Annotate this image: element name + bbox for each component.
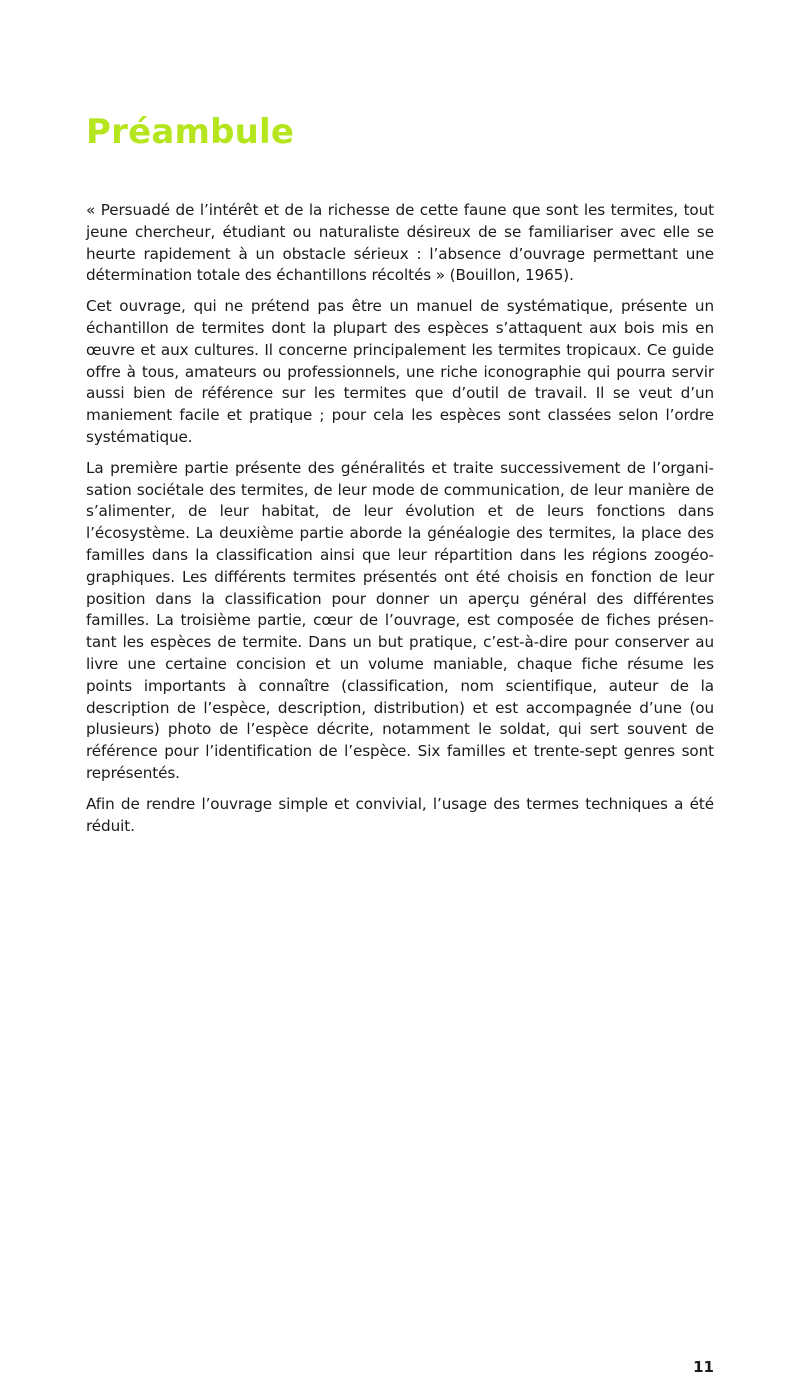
page-number: 11 (693, 1358, 714, 1376)
paragraph-conclusion: Afin de rendre l’ouvrage simple et convivial, l’usage des termes techniques a été réduit. (86, 794, 714, 835)
paragraph-intro: Cet ouvrage, qui ne prétend pas être un manuel de systématique, présente un échantillon de termites dont la plupart des espèces s’attaquent aux bois mis en œuvre et aux cultures. Il concerne principalement les termites tropicaux. Ce guide offre à tous, amateurs ou professionnels, une riche iconographie qui pourra servir aussi bien de référence sur les termites que d’outil de travail. Il se veut d’un maniement facile et pratique ; pour cela les espèces sont classées selon l’ordre systématique. (86, 297, 714, 446)
body-text (86, 200, 714, 846)
paragraph-structure: La première partie présente des généralités et traite successivement de l’organisation sociétale des termites, de leur mode de communication, de leur manière de s’alimenter, de leur habitat, de leur évolution et de leurs fonctions dans l’écosystème. La deuxième partie aborde la généalogie des termites, la place des familles dans la classification ainsi que leur répartition dans les régions zoogéographiques. Les différents termites présentés ont été choisis en fonction de leur position dans la classification pour donner un aperçu général des différentes familles. La troisième partie, cœur de l’ouvrage, est composée de fiches présentant les espèces de termite. Dans un but pratique, c’est-à-dire pour conserver au livre une certaine concision et un volume maniable, chaque fiche résume les points importants à connaître (classification, nom scientifique, auteur de la description de l’espèce, description, distribution) et est accompagnée d’une (ou plusieurs) photo de l’espèce décrite, notamment le soldat, qui sert souvent de référence pour l’identification de l’espèce. Six familles et trente-sept genres sont représentés. (86, 458, 714, 782)
page-title: Préambule (86, 112, 295, 152)
paragraph-quote: « Persuadé de l’intérêt et de la richesse de cette faune que sont les termites, tout jeune chercheur, étudiant ou naturaliste désireux de se familiariser avec elle se heurte rapidement à un obstacle sérieux : l’absence d’ouvrage permettant une détermination totale des échantillons récoltés » (Bouillon, 1965). (86, 201, 714, 285)
